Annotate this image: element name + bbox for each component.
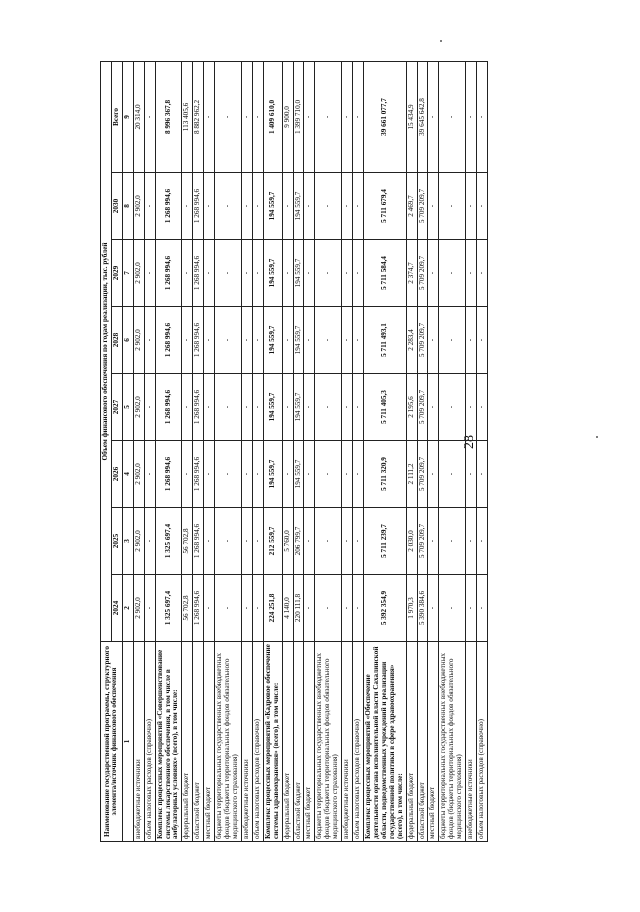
value-cell: 1 268 994,6: [193, 374, 204, 441]
header-column-number: 7: [122, 240, 133, 307]
value-cell: 2 902,0: [133, 575, 144, 642]
value-cell: 194 559,7: [293, 240, 304, 307]
row-name-cell: местный бюджет: [428, 642, 439, 842]
value-cell: -: [315, 307, 342, 374]
value-cell: 194 559,7: [293, 441, 304, 508]
value-cell: 5 709 209,7: [417, 441, 428, 508]
row-name-cell: внебюджетные источники: [133, 642, 144, 842]
value-cell: 39 645 642,8: [417, 61, 428, 172]
value-cell: 2 902,0: [133, 307, 144, 374]
value-cell: 2 374,7: [406, 240, 417, 307]
table-row: [204, 61, 215, 841]
header-column-number: 3: [122, 508, 133, 575]
value-cell: -: [204, 374, 215, 441]
value-cell: -: [282, 441, 293, 508]
value-cell: -: [353, 575, 364, 642]
value-cell: -: [315, 374, 342, 441]
value-cell: -: [439, 441, 466, 508]
value-cell: -: [304, 508, 315, 575]
row-name-cell: Комплекс процессных мероприятий «Обеспечение деятельности органа исполнительной власти Сахалинской области, подведомственных учреждений и реализации государственной политики в сфере здравоохранения» (всего), в том числе:: [363, 642, 406, 842]
value-cell: -: [241, 61, 252, 172]
value-cell: -: [315, 575, 342, 642]
value-cell: -: [204, 240, 215, 307]
table-row: [342, 61, 353, 841]
header-column-number: 1: [122, 642, 133, 842]
value-cell: -: [144, 173, 155, 240]
value-cell: -: [282, 240, 293, 307]
value-cell: -: [304, 61, 315, 172]
value-cell: 2 469,7: [406, 173, 417, 240]
value-cell: -: [353, 508, 364, 575]
value-cell: 194 559,7: [293, 307, 304, 374]
value-cell: -: [466, 307, 477, 374]
value-cell: -: [353, 61, 364, 172]
header-year-2: 2026: [111, 441, 122, 508]
value-cell: -: [252, 240, 263, 307]
value-cell: 2 902,0: [133, 173, 144, 240]
value-cell: -: [204, 307, 215, 374]
table-row: [252, 61, 263, 841]
value-cell: 1 268 994,6: [155, 307, 182, 374]
value-cell: -: [439, 240, 466, 307]
value-cell: -: [315, 240, 342, 307]
value-cell: 8 882 962,2: [193, 61, 204, 172]
value-cell: -: [477, 441, 488, 508]
value-cell: 5 709 209,7: [417, 240, 428, 307]
value-cell: -: [428, 61, 439, 172]
value-cell: 1 268 994,6: [193, 575, 204, 642]
value-cell: -: [304, 374, 315, 441]
value-cell: 1 325 697,4: [155, 575, 182, 642]
value-cell: -: [241, 508, 252, 575]
financing-table: [100, 61, 488, 842]
value-cell: -: [144, 575, 155, 642]
value-cell: -: [252, 374, 263, 441]
value-cell: 5 711 584,4: [363, 240, 406, 307]
table-row: [439, 61, 466, 841]
row-name-cell: внебюджетные источники: [342, 642, 353, 842]
row-name-cell: внебюджетные источники: [466, 642, 477, 842]
value-cell: 5 709 209,7: [417, 173, 428, 240]
value-cell: 1 325 697,4: [155, 508, 182, 575]
value-cell: 220 111,8: [293, 575, 304, 642]
value-cell: 1 268 994,6: [155, 173, 182, 240]
value-cell: -: [315, 441, 342, 508]
row-name-cell: областной бюджет: [293, 642, 304, 842]
header-year-0: 2024: [111, 575, 122, 642]
value-cell: -: [241, 441, 252, 508]
value-cell: 5 711 405,3: [363, 374, 406, 441]
header-column-number: 4: [122, 441, 133, 508]
value-cell: 1 268 994,6: [155, 374, 182, 441]
value-cell: -: [252, 61, 263, 172]
value-cell: -: [342, 173, 353, 240]
value-cell: -: [466, 508, 477, 575]
value-cell: 5 709 209,7: [417, 307, 428, 374]
value-cell: 1 399 710,0: [293, 61, 304, 172]
value-cell: -: [204, 441, 215, 508]
value-cell: 5 760,0: [282, 508, 293, 575]
value-cell: -: [466, 173, 477, 240]
value-cell: -: [439, 307, 466, 374]
header-year-7: Всего: [111, 61, 122, 172]
value-cell: -: [215, 441, 242, 508]
table-row: [477, 61, 488, 841]
table-row: [282, 61, 293, 841]
value-cell: 20 314,0: [133, 61, 144, 172]
table-row: [363, 61, 406, 841]
value-cell: -: [182, 374, 193, 441]
table-row: [241, 61, 252, 841]
table-row: [466, 61, 477, 841]
page-number: 28: [462, 435, 477, 449]
row-name-cell: внебюджетные источники: [241, 642, 252, 842]
value-cell: 5 711 239,7: [363, 508, 406, 575]
header-column-number: 2: [122, 575, 133, 642]
value-cell: -: [477, 374, 488, 441]
value-cell: -: [304, 441, 315, 508]
value-cell: -: [477, 307, 488, 374]
value-cell: -: [466, 374, 477, 441]
table-row: [353, 61, 364, 841]
value-cell: -: [241, 173, 252, 240]
value-cell: -: [466, 575, 477, 642]
value-cell: 5 709 209,7: [417, 508, 428, 575]
header-name-column: Наименование государственной программы, структурного элемента/источник финансового обеспечения: [101, 642, 123, 842]
row-name-cell: областной бюджет: [193, 642, 204, 842]
table-row: [315, 61, 342, 841]
value-cell: -: [215, 575, 242, 642]
value-cell: 194 559,7: [263, 441, 282, 508]
value-cell: 194 559,7: [263, 240, 282, 307]
value-cell: -: [204, 173, 215, 240]
table-row: [182, 61, 193, 841]
value-cell: -: [353, 307, 364, 374]
value-cell: -: [342, 307, 353, 374]
header-column-number: 8: [122, 173, 133, 240]
value-cell: -: [282, 173, 293, 240]
value-cell: -: [342, 441, 353, 508]
table-header: [101, 61, 134, 841]
value-cell: -: [439, 374, 466, 441]
table-row: [406, 61, 417, 841]
row-name-cell: бюджеты территориальных государственных внебюджетных фондов (бюджеты территориальных фондов обязательного медицинского страхования): [439, 642, 466, 842]
value-cell: 194 559,7: [263, 307, 282, 374]
value-cell: 194 559,7: [263, 374, 282, 441]
value-cell: 5 711 493,1: [363, 307, 406, 374]
value-cell: 9 900,0: [282, 61, 293, 172]
value-cell: -: [204, 61, 215, 172]
value-cell: -: [182, 173, 193, 240]
value-cell: 1 268 994,6: [193, 508, 204, 575]
value-cell: -: [252, 508, 263, 575]
header-year-3: 2027: [111, 374, 122, 441]
header-funding-group: Объем финансового обеспечения по годам реализации, тыс. рублей: [101, 61, 112, 641]
table-body: [133, 61, 487, 841]
value-cell: -: [304, 307, 315, 374]
value-cell: -: [342, 240, 353, 307]
value-cell: 194 559,7: [263, 173, 282, 240]
value-cell: -: [477, 575, 488, 642]
value-cell: 1 970,3: [406, 575, 417, 642]
value-cell: -: [252, 441, 263, 508]
value-cell: -: [439, 508, 466, 575]
header-column-numbers-row: [122, 61, 133, 841]
row-name-cell: объем налоговых расходов (справочно): [353, 642, 364, 842]
value-cell: 5 392 354,9: [363, 575, 406, 642]
value-cell: -: [315, 173, 342, 240]
value-cell: -: [215, 374, 242, 441]
value-cell: 5 709 209,7: [417, 374, 428, 441]
row-name-cell: федеральный бюджет: [282, 642, 293, 842]
value-cell: 5 711 679,4: [363, 173, 406, 240]
row-name-cell: федеральный бюджет: [406, 642, 417, 842]
value-cell: -: [182, 240, 193, 307]
value-cell: -: [428, 508, 439, 575]
value-cell: -: [204, 508, 215, 575]
value-cell: -: [439, 173, 466, 240]
value-cell: -: [428, 307, 439, 374]
value-cell: -: [241, 307, 252, 374]
value-cell: 4 140,0: [282, 575, 293, 642]
value-cell: 2 030,0: [406, 508, 417, 575]
value-cell: -: [428, 575, 439, 642]
value-cell: 39 661 077,7: [363, 61, 406, 172]
value-cell: -: [439, 575, 466, 642]
value-cell: -: [144, 240, 155, 307]
value-cell: -: [428, 374, 439, 441]
table-row: [428, 61, 439, 841]
value-cell: -: [428, 240, 439, 307]
value-cell: -: [144, 508, 155, 575]
table-row: [293, 61, 304, 841]
value-cell: 1 409 610,0: [263, 61, 282, 172]
value-cell: 2 902,0: [133, 508, 144, 575]
header-year-6: 2030: [111, 173, 122, 240]
table-row: [215, 61, 242, 841]
value-cell: -: [241, 374, 252, 441]
value-cell: 206 799,7: [293, 508, 304, 575]
value-cell: 2 902,0: [133, 240, 144, 307]
value-cell: -: [144, 441, 155, 508]
table-row: [417, 61, 428, 841]
value-cell: -: [144, 61, 155, 172]
value-cell: -: [342, 374, 353, 441]
value-cell: -: [182, 307, 193, 374]
value-cell: -: [439, 61, 466, 172]
value-cell: -: [215, 240, 242, 307]
header-year-5: 2029: [111, 240, 122, 307]
table-row: [263, 61, 282, 841]
value-cell: 2 111,2: [406, 441, 417, 508]
value-cell: 8 996 367,8: [155, 61, 182, 172]
value-cell: 2 902,0: [133, 374, 144, 441]
value-cell: -: [144, 374, 155, 441]
rotated-table-container: [100, 62, 634, 842]
value-cell: -: [477, 240, 488, 307]
value-cell: -: [342, 508, 353, 575]
value-cell: -: [466, 61, 477, 172]
value-cell: 1 268 994,6: [155, 441, 182, 508]
value-cell: 194 559,7: [293, 374, 304, 441]
value-cell: -: [353, 374, 364, 441]
value-cell: -: [428, 173, 439, 240]
value-cell: 1 268 994,6: [193, 240, 204, 307]
value-cell: -: [215, 307, 242, 374]
row-name-cell: местный бюджет: [204, 642, 215, 842]
value-cell: 1 268 994,6: [193, 441, 204, 508]
value-cell: -: [353, 240, 364, 307]
value-cell: -: [304, 173, 315, 240]
scan-speck: [440, 40, 442, 42]
value-cell: -: [304, 575, 315, 642]
row-name-cell: объем налоговых расходов (справочно): [252, 642, 263, 842]
row-name-cell: объем налоговых расходов (справочно): [477, 642, 488, 842]
value-cell: -: [353, 441, 364, 508]
value-cell: 2 195,6: [406, 374, 417, 441]
value-cell: -: [342, 575, 353, 642]
value-cell: 1 268 994,6: [155, 240, 182, 307]
value-cell: -: [477, 173, 488, 240]
header-year-1: 2025: [111, 508, 122, 575]
row-name-cell: объем налоговых расходов (справочно): [144, 642, 155, 842]
value-cell: 212 559,7: [263, 508, 282, 575]
row-name-cell: федеральный бюджет: [182, 642, 193, 842]
row-name-cell: Комплекс процессных мероприятий «Совершенствование системы лекарственного обеспечения, в том числе в амбулаторных условиях» (всего), в том числе:: [155, 642, 182, 842]
value-cell: -: [315, 61, 342, 172]
value-cell: -: [315, 508, 342, 575]
header-column-number: 6: [122, 307, 133, 374]
value-cell: -: [282, 374, 293, 441]
value-cell: 1 268 994,6: [193, 173, 204, 240]
value-cell: -: [304, 240, 315, 307]
table-row: [144, 61, 155, 841]
row-name-cell: местный бюджет: [304, 642, 315, 842]
value-cell: 5 390 384,6: [417, 575, 428, 642]
table-row: [133, 61, 144, 841]
value-cell: -: [466, 441, 477, 508]
table-row: [155, 61, 182, 841]
value-cell: -: [182, 441, 193, 508]
value-cell: 5 711 320,9: [363, 441, 406, 508]
row-name-cell: областной бюджет: [417, 642, 428, 842]
value-cell: -: [215, 61, 242, 172]
header-column-number: 9: [122, 61, 133, 172]
value-cell: -: [252, 307, 263, 374]
value-cell: -: [144, 307, 155, 374]
value-cell: 194 559,7: [293, 173, 304, 240]
value-cell: 224 251,8: [263, 575, 282, 642]
value-cell: -: [252, 575, 263, 642]
table-row: [193, 61, 204, 841]
value-cell: -: [428, 441, 439, 508]
value-cell: 2 902,0: [133, 441, 144, 508]
value-cell: 1 268 994,6: [193, 307, 204, 374]
value-cell: -: [477, 508, 488, 575]
table-row: [304, 61, 315, 841]
value-cell: -: [204, 575, 215, 642]
header-column-number: 5: [122, 374, 133, 441]
value-cell: 2 283,4: [406, 307, 417, 374]
value-cell: -: [215, 173, 242, 240]
row-name-cell: бюджеты территориальных государственных внебюджетных фондов (бюджеты территориальных фондов обязательного медицинского страхования): [215, 642, 242, 842]
row-name-cell: бюджеты территориальных государственных внебюджетных фондов (бюджеты территориальных фондов обязательного медицинского страхования): [315, 642, 342, 842]
value-cell: -: [241, 240, 252, 307]
value-cell: 56 702,8: [182, 575, 193, 642]
value-cell: -: [466, 240, 477, 307]
header-year-4: 2028: [111, 307, 122, 374]
value-cell: 15 434,9: [406, 61, 417, 172]
value-cell: -: [252, 173, 263, 240]
value-cell: -: [353, 173, 364, 240]
value-cell: 56 702,8: [182, 508, 193, 575]
value-cell: -: [241, 575, 252, 642]
value-cell: -: [282, 307, 293, 374]
row-name-cell: Комплекс процессных мероприятий «Кадровое обеспечение системы здравоохранения» (всего), в том числе:: [263, 642, 282, 842]
value-cell: -: [477, 61, 488, 172]
value-cell: 113 405,6: [182, 61, 193, 172]
value-cell: -: [215, 508, 242, 575]
value-cell: -: [342, 61, 353, 172]
